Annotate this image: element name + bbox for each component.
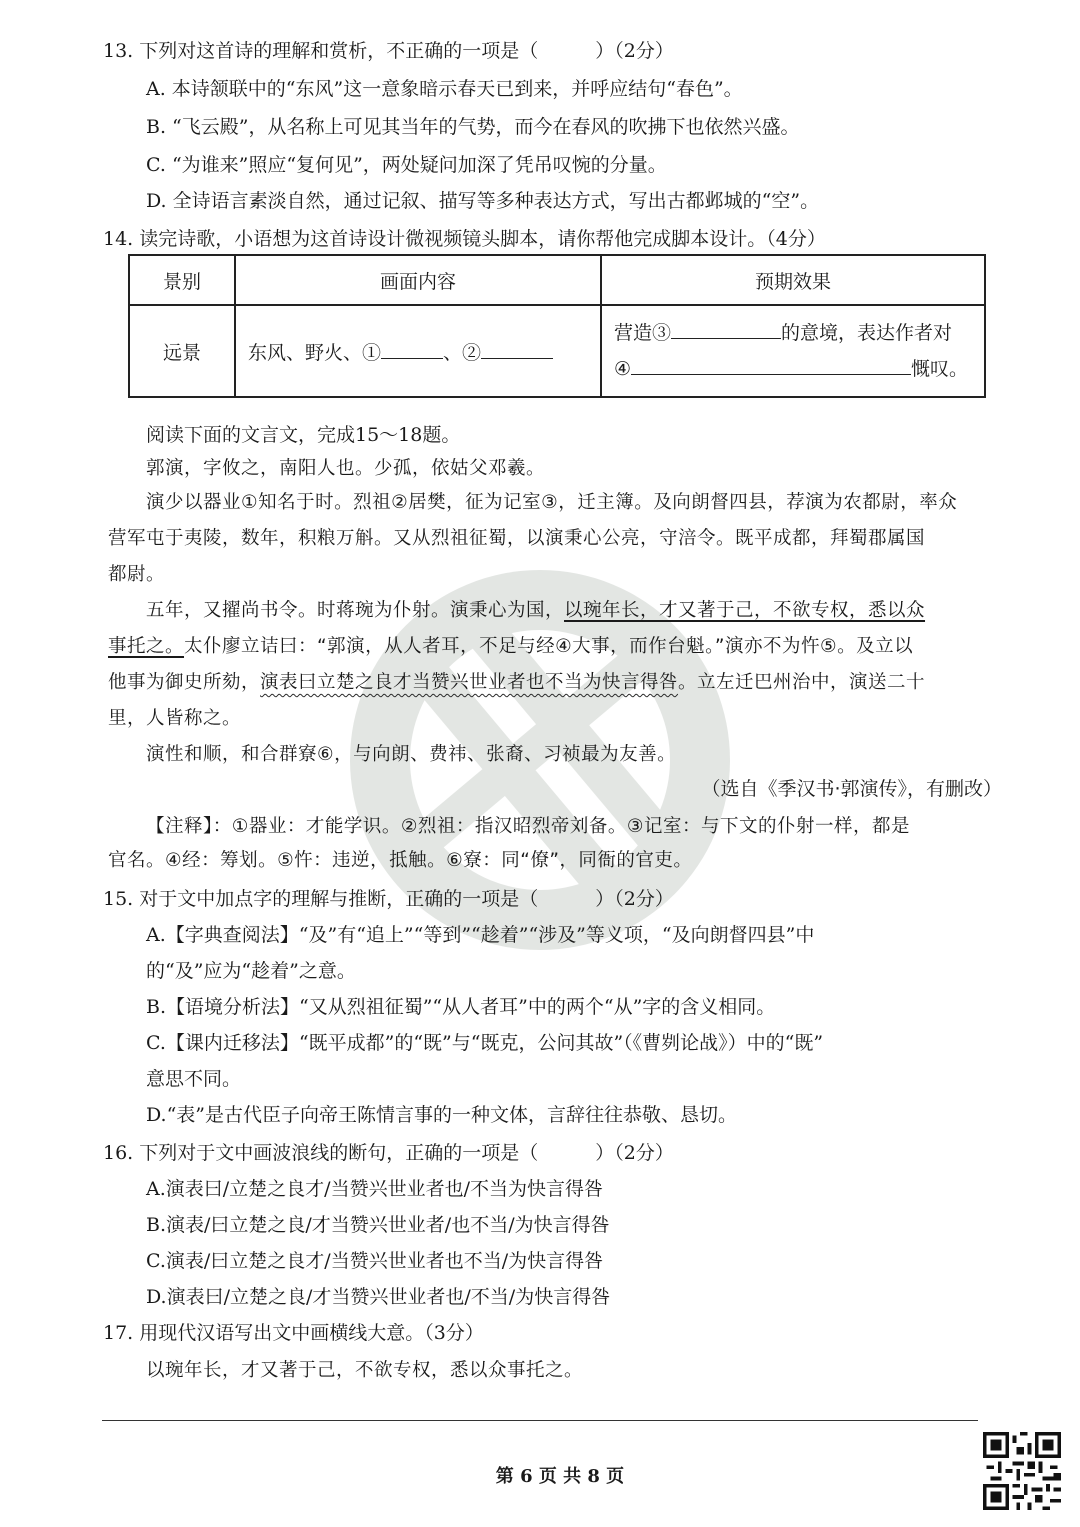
p3-l2-text: 太仆廖立诘曰：“郭演，从人者耳，不足与经④大事，而作台魁。”演亦不为忤⑤。及立以 [184,636,914,657]
q15-option-c-line1: C.【课内迁移法】“既平成都”的“既”与“既克，公问其故”（《曹刿论战》）中的“既” [146,1032,824,1054]
table-cell-shot: 远景 [129,305,235,397]
p3-l3-text-a: 他事为御史所劾， [108,672,261,693]
q16-option-c: C.演表/曰立楚之良才/当赞兴世业者也不当/为快言得咎 [146,1250,604,1272]
underlined-sentence-part1: 以琬年长，才又著于己，不欲专权，悉以众 [564,600,926,621]
passage-p4: 演性和顺，和合群寮⑥，与向朗、费祎、张裔、习祯最为友善。 [146,744,677,765]
p3-l1-text: 五年，又擢尚书令。时蒋琬为仆射。演秉心为国， [146,600,565,621]
q13-stem: 13. 下列对这首诗的理解和赏析，不正确的一项是（ ）（2分） [103,40,674,62]
q17-text: 以琬年长，才又著于己，不欲专权，悉以众事托之。 [146,1360,584,1381]
q14-stem: 14. 读完诗歌，小语想为这首诗设计微视频镜头脚本，请你帮他完成脚本设计。（4分） [103,228,826,250]
passage-p3-line3 [108,668,925,698]
table-header-effect: 预期效果 [601,255,985,305]
q15-option-b: B.【语境分析法】“又从烈祖征蜀”“从人者耳”中的两个“从”字的含义相同。 [146,996,776,1018]
q15-stem: 15. 对于文中加点字的理解与推断，正确的一项是（ ）（2分） [103,888,674,910]
table-header-content: 画面内容 [235,255,601,305]
passage-p1: 郭演，字攸之，南阳人也。少孤，依姑父邓羲。 [146,458,546,479]
footer-rule [102,1420,978,1421]
blank-1[interactable] [381,340,443,359]
passage-p2-line2: 营军屯于夷陵，数年，积粮万斛。又从烈祖征蜀，以演秉心公亮，守涪令。既平成都，拜蜀郡属国 [108,528,926,549]
table-cell-effect [601,305,985,397]
wavy-sentence: 演表曰立楚之良才当赞兴世业者也不当为快言得咎 [260,672,679,693]
table-cell-content [235,305,601,397]
q13-option-a: A. 本诗颔联中的“东风”这一意象暗示春天已到来，并呼应结句“春色”。 [146,78,743,100]
passage-p3-line4: 里，人皆称之。 [108,708,242,729]
effect-suffix-2: 慨叹。 [911,358,969,380]
q15-option-d: D.“表”是古代臣子向帝王陈情言事的一种文体，言辞往往恭敬、恳切。 [146,1104,738,1126]
page-number: 第 6 页 共 8 页 [495,1466,625,1487]
q15-option-c-line2: 意思不同。 [146,1068,242,1090]
qr-code-icon [983,1432,1061,1510]
effect-prefix-1: 营造③ [614,322,672,344]
table-header-shot: 景别 [129,255,235,305]
underlined-sentence-part2: 事托之。 [108,636,185,657]
script-table [128,254,986,398]
effect-suffix-1: 的意境，表达作者对 [781,322,953,344]
effect-prefix-2: ④ [614,358,632,380]
q13-option-d: D. 全诗语言素淡自然，通过记叙、描写等多种表达方式，写出古都邺城的“空”。 [146,190,820,212]
content-prefix: 东风、野火、① [248,341,382,364]
q16-option-a: A.演表曰/立楚之良才/当赞兴世业者也/不当为快言得咎 [146,1178,603,1200]
passage-p3-line2 [108,632,913,662]
notes-line2: 官名。④经：筹划。⑤忤：违逆，抵触。⑥寮：同“僚”，同衙的官吏。 [108,850,693,871]
passage-source: （选自《季汉书·郭演传》，有删改） [701,778,1002,800]
passage-intro: 阅读下面的文言文，完成15～18题。 [146,424,461,446]
passage-p2-line3: 都尉。 [108,564,166,585]
q15-option-a-line2: 的“及”应为“趁着”之意。 [146,960,356,982]
blank-4[interactable] [631,356,911,375]
blank-2[interactable] [481,340,553,359]
q16-option-d: D.演表曰/立楚之良/才当赞兴世业者也/不当/为快言得咎 [146,1286,611,1308]
q16-option-b: B.演表/曰立楚之良/才当赞兴世业者/也不当/为快言得咎 [146,1214,610,1236]
q17-stem: 17. 用现代汉语写出文中画横线大意。（3分） [103,1322,484,1344]
passage-p3-line1 [146,596,925,626]
content-sep: 、② [443,341,482,364]
p3-l3-text-b: 。立左迁巴州治中，演送二十 [678,672,926,693]
q16-stem: 16. 下列对于文中画波浪线的断句，正确的一项是（ ）（2分） [103,1142,674,1164]
notes-line1: 【注释】：①器业：才能学识。②烈祖：指汉昭烈帝刘备。③记室：与下文的仆射一样，都是 [146,816,911,837]
q15-option-a-line1: A.【字典查阅法】“及”有“追上”“等到”“趁着”“涉及”等义项，“及向朗督四县”中 [146,924,815,946]
passage-p2-line1: 演少以器业①知名于时。烈祖②居樊，征为记室③，迁主簿。及向朗督四县，荐演为农都尉，率众 [146,492,958,513]
q13-option-b: B. “飞云殿”，从名称上可见其当年的气势，而今在春风的吹拂下也依然兴盛。 [146,116,800,138]
blank-3[interactable] [671,320,781,339]
q13-option-c: C. “为谁来”照应“复何见”，两处疑问加深了凭吊叹惋的分量。 [146,154,667,176]
